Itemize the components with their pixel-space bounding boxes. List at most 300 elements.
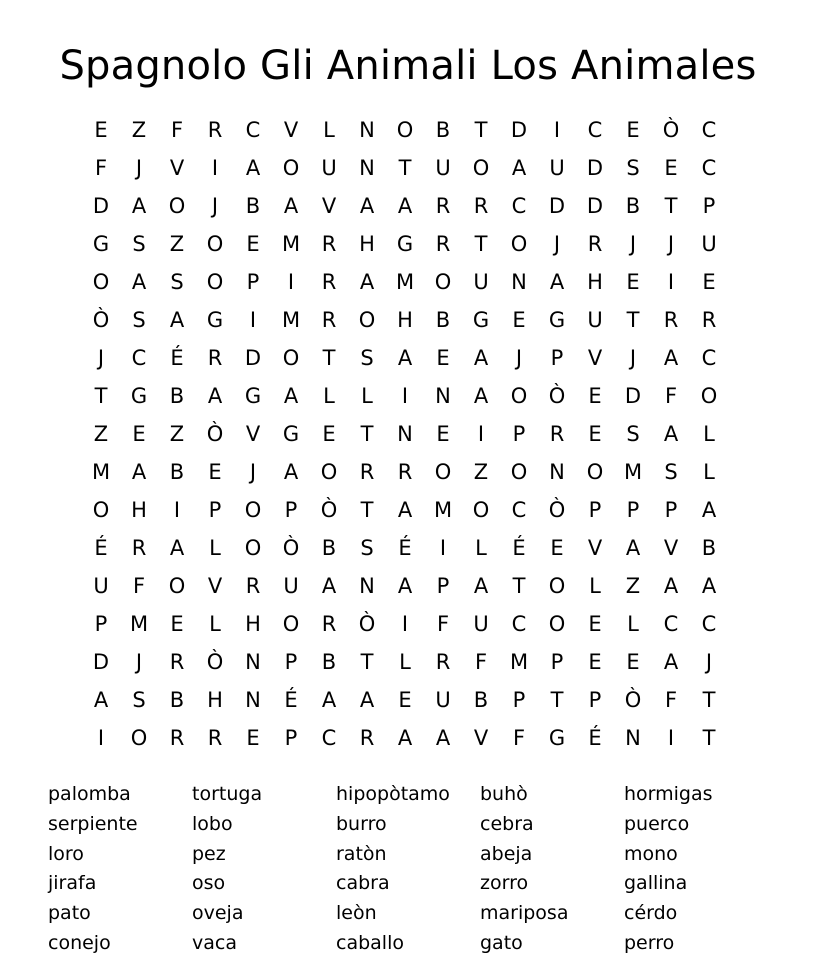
grid-letter: É bbox=[588, 726, 602, 750]
grid-letter: O bbox=[168, 194, 186, 218]
grid-letter: E bbox=[322, 422, 336, 446]
word-list-item: palomba bbox=[48, 783, 131, 805]
word-list-item: perro bbox=[624, 931, 675, 954]
grid-letter: Z bbox=[169, 232, 185, 256]
grid-letter: D bbox=[244, 346, 262, 370]
grid-letter: A bbox=[321, 574, 337, 598]
word-list-item: conejo bbox=[48, 931, 111, 954]
word-list-item: hormigas bbox=[624, 783, 713, 805]
grid-letter: V bbox=[587, 346, 603, 370]
grid-letter: L bbox=[589, 574, 601, 598]
word-list-item: vaca bbox=[192, 931, 237, 954]
grid-letter: Z bbox=[131, 118, 147, 142]
grid-letter: T bbox=[626, 308, 640, 332]
grid-letter: E bbox=[208, 460, 222, 484]
grid-letter: R bbox=[321, 612, 337, 636]
grid-letter: T bbox=[398, 156, 412, 180]
grid-letter: R bbox=[207, 726, 223, 750]
grid-letter: S bbox=[132, 308, 146, 332]
grid-letter: I bbox=[401, 612, 409, 636]
word-list-item: cérdo bbox=[624, 902, 678, 925]
grid-letter: N bbox=[359, 118, 375, 142]
grid-letter: C bbox=[663, 612, 679, 636]
grid-letter: J bbox=[135, 156, 143, 180]
grid-letter: M bbox=[509, 650, 529, 674]
grid-letter: L bbox=[323, 118, 335, 142]
grid-letter: A bbox=[169, 308, 185, 332]
grid-letter: C bbox=[701, 156, 717, 180]
grid-letter: O bbox=[510, 232, 528, 256]
word-list-item: oveja bbox=[192, 902, 244, 925]
letter-grid bbox=[82, 111, 728, 757]
grid-letter: A bbox=[663, 650, 679, 674]
grid-letter: V bbox=[473, 726, 489, 750]
grid-letter: C bbox=[701, 612, 717, 636]
grid-letter: P bbox=[550, 346, 564, 370]
word-list-item: abeja bbox=[480, 842, 533, 865]
grid-letter: Z bbox=[93, 422, 109, 446]
grid-letter: A bbox=[321, 688, 337, 712]
grid-letter: P bbox=[208, 498, 222, 522]
grid-letter: E bbox=[588, 612, 602, 636]
grid-letter: J bbox=[515, 346, 523, 370]
grid-letter: S bbox=[664, 460, 678, 484]
grid-letter: T bbox=[550, 688, 564, 712]
grid-letter: G bbox=[396, 232, 414, 256]
grid-letter: E bbox=[246, 232, 260, 256]
grid-letter: A bbox=[359, 688, 375, 712]
grid-letter: E bbox=[132, 422, 146, 446]
grid-letter: A bbox=[663, 346, 679, 370]
grid-letter: E bbox=[588, 650, 602, 674]
grid-letter: B bbox=[169, 384, 185, 408]
grid-letter: M bbox=[433, 498, 453, 522]
grid-letter: P bbox=[246, 270, 260, 294]
word-list-item: mariposa bbox=[480, 902, 569, 925]
grid-letter: O bbox=[92, 270, 110, 294]
grid-letter: B bbox=[435, 308, 451, 332]
grid-letter: A bbox=[131, 270, 147, 294]
grid-letter: G bbox=[548, 308, 566, 332]
grid-letter: P bbox=[512, 422, 526, 446]
grid-letter: P bbox=[664, 498, 678, 522]
grid-letter: Ò bbox=[548, 498, 566, 522]
grid-letter: Ò bbox=[282, 536, 300, 560]
grid-letter: C bbox=[511, 194, 527, 218]
grid-letter: A bbox=[283, 384, 299, 408]
grid-letter: H bbox=[245, 612, 261, 636]
grid-letter: F bbox=[664, 384, 678, 408]
grid-letter: M bbox=[129, 612, 149, 636]
grid-letter: I bbox=[439, 536, 447, 560]
grid-letter: O bbox=[130, 726, 148, 750]
grid-letter: R bbox=[169, 726, 185, 750]
grid-letter: I bbox=[667, 726, 675, 750]
grid-letter: O bbox=[206, 232, 224, 256]
grid-letter: R bbox=[321, 232, 337, 256]
grid-letter: L bbox=[361, 384, 373, 408]
grid-letter: V bbox=[587, 536, 603, 560]
grid-letter: T bbox=[702, 726, 716, 750]
grid-letter: B bbox=[245, 194, 261, 218]
grid-letter: F bbox=[94, 156, 108, 180]
grid-letter: O bbox=[244, 536, 262, 560]
grid-letter: S bbox=[170, 270, 184, 294]
grid-letter: V bbox=[207, 574, 223, 598]
grid-letter: U bbox=[435, 688, 451, 712]
grid-letter: O bbox=[358, 308, 376, 332]
grid-letter: R bbox=[359, 460, 375, 484]
grid-letter: P bbox=[284, 498, 298, 522]
grid-letter: P bbox=[284, 650, 298, 674]
grid-letter: A bbox=[169, 536, 185, 560]
grid-letter: B bbox=[321, 536, 337, 560]
grid-letter: B bbox=[169, 460, 185, 484]
grid-letter: P bbox=[436, 574, 450, 598]
grid-letter: V bbox=[283, 118, 299, 142]
grid-letter: R bbox=[131, 536, 147, 560]
grid-letter: L bbox=[703, 422, 715, 446]
grid-letter: P bbox=[588, 688, 602, 712]
grid-letter: O bbox=[586, 460, 604, 484]
grid-letter: T bbox=[360, 422, 374, 446]
grid-letter: O bbox=[434, 270, 452, 294]
grid-letter: S bbox=[360, 536, 374, 560]
grid-letter: N bbox=[359, 156, 375, 180]
grid-letter: M bbox=[281, 308, 301, 332]
grid-letter: Ò bbox=[320, 498, 338, 522]
word-list-item: ratòn bbox=[336, 842, 387, 865]
grid-letter: F bbox=[132, 574, 146, 598]
grid-letter: O bbox=[282, 156, 300, 180]
grid-letter: I bbox=[211, 156, 219, 180]
grid-letter: M bbox=[623, 460, 643, 484]
grid-letter: E bbox=[702, 270, 716, 294]
grid-letter: M bbox=[281, 232, 301, 256]
grid-letter: A bbox=[473, 574, 489, 598]
grid-letter: V bbox=[321, 194, 337, 218]
grid-letter: O bbox=[282, 612, 300, 636]
grid-letter: G bbox=[472, 308, 490, 332]
word-list-item: pez bbox=[192, 842, 226, 865]
word-list-item: leòn bbox=[336, 902, 377, 925]
word-list-item: hipopòtamo bbox=[336, 783, 450, 805]
grid-letter: E bbox=[436, 422, 450, 446]
grid-letter: A bbox=[283, 194, 299, 218]
grid-letter: Z bbox=[473, 460, 489, 484]
grid-letter: A bbox=[397, 346, 413, 370]
grid-letter: F bbox=[512, 726, 526, 750]
word-list-column bbox=[480, 780, 624, 959]
grid-letter: M bbox=[91, 460, 111, 484]
grid-letter: N bbox=[245, 688, 261, 712]
grid-letter: P bbox=[94, 612, 108, 636]
grid-letter: A bbox=[359, 194, 375, 218]
grid-letter: A bbox=[397, 194, 413, 218]
grid-letter: É bbox=[170, 346, 184, 370]
grid-letter: H bbox=[397, 308, 413, 332]
grid-letter: C bbox=[245, 118, 261, 142]
word-list-item: oso bbox=[192, 872, 226, 895]
grid-letter: P bbox=[702, 194, 716, 218]
grid-letter: F bbox=[170, 118, 184, 142]
word-list-item: pato bbox=[48, 902, 91, 925]
grid-letter: E bbox=[626, 270, 640, 294]
grid-letter: P bbox=[626, 498, 640, 522]
grid-letter: A bbox=[701, 574, 717, 598]
grid-letter: O bbox=[510, 460, 528, 484]
word-list-column bbox=[48, 780, 192, 959]
grid-letter: V bbox=[663, 536, 679, 560]
grid-letter: F bbox=[436, 612, 450, 636]
grid-letter: T bbox=[702, 688, 716, 712]
grid-letter: U bbox=[321, 156, 337, 180]
grid-letter: S bbox=[360, 346, 374, 370]
grid-letter: C bbox=[511, 498, 527, 522]
grid-letter: J bbox=[667, 232, 675, 256]
grid-letter: O bbox=[548, 574, 566, 598]
grid-letter: R bbox=[473, 194, 489, 218]
word-list-item: cebra bbox=[480, 812, 534, 835]
word-list-item: puerco bbox=[624, 812, 690, 835]
grid-letter: D bbox=[548, 194, 566, 218]
grid-letter: L bbox=[323, 384, 335, 408]
grid-letter: A bbox=[511, 156, 527, 180]
grid-letter: R bbox=[359, 726, 375, 750]
grid-letter: B bbox=[435, 118, 451, 142]
grid-letter: O bbox=[700, 384, 718, 408]
grid-letter: T bbox=[94, 384, 108, 408]
grid-letter: R bbox=[663, 308, 679, 332]
grid-letter: U bbox=[93, 574, 109, 598]
grid-letter: T bbox=[360, 650, 374, 674]
grid-letter: B bbox=[321, 650, 337, 674]
grid-letter: G bbox=[92, 232, 110, 256]
grid-letter: H bbox=[587, 270, 603, 294]
grid-letter: E bbox=[588, 384, 602, 408]
grid-letter: U bbox=[283, 574, 299, 598]
grid-letter: O bbox=[396, 118, 414, 142]
word-list-item: buhò bbox=[480, 783, 528, 805]
grid-letter: B bbox=[473, 688, 489, 712]
grid-letter: A bbox=[131, 194, 147, 218]
grid-letter: R bbox=[587, 232, 603, 256]
grid-letter: I bbox=[287, 270, 295, 294]
word-list-item: gato bbox=[480, 931, 523, 954]
grid-letter: I bbox=[97, 726, 105, 750]
grid-letter: C bbox=[511, 612, 527, 636]
grid-letter: O bbox=[472, 498, 490, 522]
grid-letter: Ò bbox=[206, 422, 224, 446]
grid-letter: R bbox=[321, 270, 337, 294]
grid-letter: J bbox=[705, 650, 713, 674]
grid-letter: T bbox=[664, 194, 678, 218]
grid-letter: R bbox=[549, 422, 565, 446]
grid-letter: E bbox=[246, 726, 260, 750]
word-list-item: tortuga bbox=[192, 783, 263, 805]
grid-letter: R bbox=[435, 650, 451, 674]
grid-letter: U bbox=[549, 156, 565, 180]
grid-letter: D bbox=[510, 118, 528, 142]
page-title: Spagnolo Gli Animali Los Animales bbox=[59, 43, 757, 89]
grid-letter: J bbox=[135, 650, 143, 674]
grid-letter: S bbox=[626, 156, 640, 180]
grid-letter: J bbox=[629, 232, 637, 256]
grid-letter: H bbox=[359, 232, 375, 256]
grid-letter: D bbox=[92, 650, 110, 674]
word-list-item: caballo bbox=[336, 931, 404, 954]
word-list-item: gallina bbox=[624, 872, 688, 895]
word-list-item: loro bbox=[48, 842, 84, 865]
grid-letter: R bbox=[435, 194, 451, 218]
grid-letter: U bbox=[473, 612, 489, 636]
grid-letter: G bbox=[282, 422, 300, 446]
grid-letter: D bbox=[624, 384, 642, 408]
grid-letter: R bbox=[207, 118, 223, 142]
grid-letter: N bbox=[435, 384, 451, 408]
grid-letter: I bbox=[667, 270, 675, 294]
grid-letter: T bbox=[474, 232, 488, 256]
grid-letter: A bbox=[245, 156, 261, 180]
grid-letter: E bbox=[512, 308, 526, 332]
grid-letter: J bbox=[211, 194, 219, 218]
grid-letter: R bbox=[321, 308, 337, 332]
grid-letter: A bbox=[549, 270, 565, 294]
grid-letter: H bbox=[207, 688, 223, 712]
grid-letter: D bbox=[586, 194, 604, 218]
grid-letter: R bbox=[207, 346, 223, 370]
grid-letter: N bbox=[511, 270, 527, 294]
grid-letter: R bbox=[701, 308, 717, 332]
grid-letter: T bbox=[322, 346, 336, 370]
grid-letter: É bbox=[284, 688, 298, 712]
grid-letter: L bbox=[627, 612, 639, 636]
grid-letter: T bbox=[360, 498, 374, 522]
grid-letter: A bbox=[93, 688, 109, 712]
grid-letter: L bbox=[399, 650, 411, 674]
grid-letter: E bbox=[94, 118, 108, 142]
grid-letter: I bbox=[553, 118, 561, 142]
grid-letter: L bbox=[703, 460, 715, 484]
grid-letter: N bbox=[359, 574, 375, 598]
grid-letter: Ò bbox=[662, 118, 680, 142]
grid-letter: É bbox=[94, 536, 108, 560]
grid-letter: A bbox=[701, 498, 717, 522]
grid-letter: A bbox=[397, 726, 413, 750]
word-list-item: jirafa bbox=[48, 872, 97, 895]
grid-letter: J bbox=[553, 232, 561, 256]
grid-letter: B bbox=[625, 194, 641, 218]
grid-letter: S bbox=[132, 688, 146, 712]
grid-letter: G bbox=[244, 384, 262, 408]
grid-letter: G bbox=[548, 726, 566, 750]
grid-letter: G bbox=[130, 384, 148, 408]
grid-letter: V bbox=[169, 156, 185, 180]
word-list-item: serpiente bbox=[48, 812, 138, 835]
grid-letter: R bbox=[245, 574, 261, 598]
grid-letter: N bbox=[245, 650, 261, 674]
grid-letter: U bbox=[587, 308, 603, 332]
word-list-item: lobo bbox=[192, 812, 233, 835]
word-list-item: burro bbox=[336, 812, 387, 835]
grid-letter: E bbox=[436, 346, 450, 370]
grid-letter: U bbox=[701, 232, 717, 256]
grid-letter: U bbox=[473, 270, 489, 294]
word-list-column bbox=[624, 780, 768, 959]
grid-letter: A bbox=[473, 346, 489, 370]
grid-letter: A bbox=[473, 384, 489, 408]
grid-letter: Ò bbox=[206, 650, 224, 674]
grid-letter: A bbox=[435, 726, 451, 750]
word-list-column bbox=[192, 780, 336, 959]
grid-letter: A bbox=[663, 574, 679, 598]
grid-letter: É bbox=[398, 536, 412, 560]
grid-letter: S bbox=[132, 232, 146, 256]
grid-letter: Ò bbox=[548, 384, 566, 408]
word-list-item: mono bbox=[624, 842, 678, 865]
grid-letter: S bbox=[626, 422, 640, 446]
grid-letter: R bbox=[435, 232, 451, 256]
grid-letter: E bbox=[664, 156, 678, 180]
grid-letter: A bbox=[131, 460, 147, 484]
grid-letter: A bbox=[663, 422, 679, 446]
grid-letter: G bbox=[206, 308, 224, 332]
grid-letter: C bbox=[587, 118, 603, 142]
grid-letter: D bbox=[92, 194, 110, 218]
grid-letter: V bbox=[245, 422, 261, 446]
grid-letter: C bbox=[321, 726, 337, 750]
grid-letter: Ò bbox=[92, 308, 110, 332]
grid-letter: Ò bbox=[358, 612, 376, 636]
grid-letter: A bbox=[397, 498, 413, 522]
grid-letter: A bbox=[207, 384, 223, 408]
grid-letter: A bbox=[397, 574, 413, 598]
grid-letter: J bbox=[97, 346, 105, 370]
grid-letter: J bbox=[249, 460, 257, 484]
grid-letter: Z bbox=[625, 574, 641, 598]
grid-letter: P bbox=[284, 726, 298, 750]
grid-letter: J bbox=[629, 346, 637, 370]
word-list bbox=[48, 780, 768, 959]
grid-letter: O bbox=[320, 460, 338, 484]
word-list-item: cabra bbox=[336, 872, 390, 895]
grid-letter: L bbox=[209, 612, 221, 636]
grid-letter: I bbox=[477, 422, 485, 446]
grid-letter: R bbox=[397, 460, 413, 484]
grid-letter: T bbox=[474, 118, 488, 142]
grid-letter: P bbox=[512, 688, 526, 712]
grid-letter: O bbox=[168, 574, 186, 598]
word-list-item: zorro bbox=[480, 872, 529, 895]
grid-letter: E bbox=[170, 612, 184, 636]
grid-letter: F bbox=[664, 688, 678, 712]
grid-letter: O bbox=[434, 460, 452, 484]
grid-letter: I bbox=[401, 384, 409, 408]
grid-letter: A bbox=[625, 536, 641, 560]
grid-letter: T bbox=[512, 574, 526, 598]
grid-letter: F bbox=[474, 650, 488, 674]
grid-letter: N bbox=[397, 422, 413, 446]
grid-letter: U bbox=[435, 156, 451, 180]
grid-letter: L bbox=[209, 536, 221, 560]
grid-letter: Ò bbox=[624, 688, 642, 712]
grid-letter: A bbox=[359, 270, 375, 294]
grid-letter: M bbox=[395, 270, 415, 294]
grid-letter: O bbox=[206, 270, 224, 294]
grid-letter: L bbox=[475, 536, 487, 560]
grid-letter: E bbox=[550, 536, 564, 560]
grid-letter: C bbox=[701, 118, 717, 142]
